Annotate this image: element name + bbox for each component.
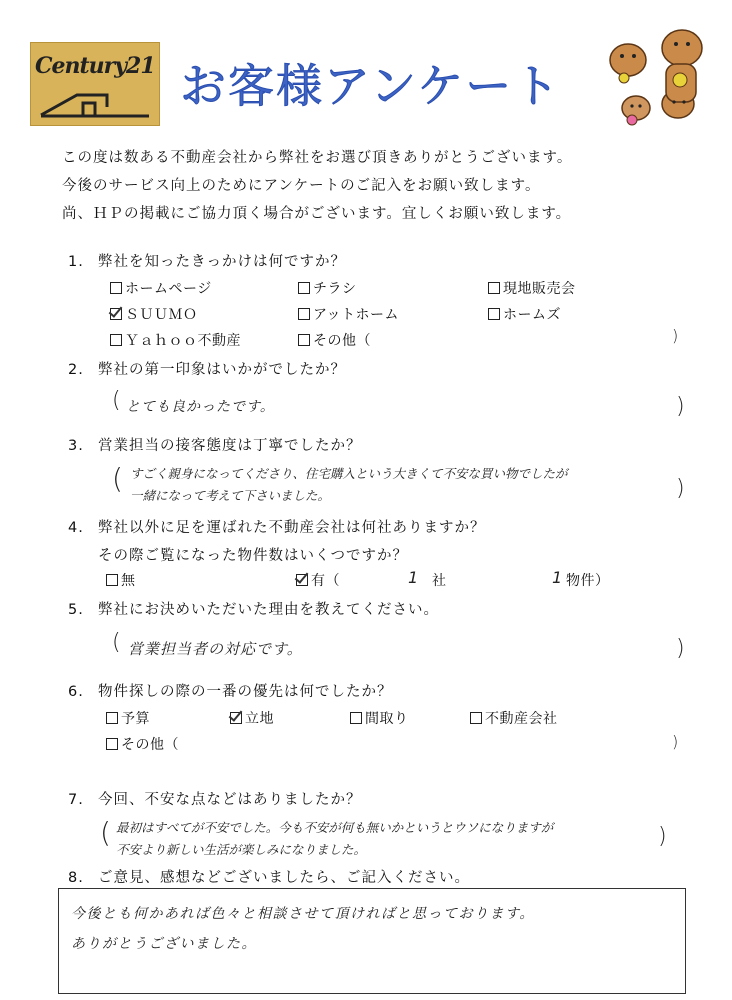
- comment-box[interactable]: [58, 888, 686, 994]
- answer-8-line-1: 今後とも何かあれば色々と相談させて頂ければと思っております。: [71, 906, 535, 922]
- close-paren: ): [672, 732, 679, 751]
- question-4-sub: その際ご覧になった物件数はいくつですか？: [98, 548, 408, 564]
- option-label: 立地: [245, 711, 274, 727]
- close-paren: ): [658, 824, 667, 849]
- close-paren: ): [672, 326, 679, 345]
- checkbox-checked[interactable]: [110, 308, 122, 320]
- question-7: [68, 788, 362, 809]
- question-3: [68, 434, 362, 455]
- open-paren: (: [100, 816, 111, 849]
- question-2: [68, 358, 346, 379]
- option-label: その他（: [121, 737, 179, 753]
- checkbox-checked[interactable]: [230, 712, 242, 724]
- question-number: 3.: [68, 438, 84, 454]
- companies-count: 1: [408, 568, 420, 587]
- question-number: 2.: [68, 362, 84, 378]
- answer-3-line-1: すごく親身になってくださり、住宅購入という大きくて不安な買い物でしたが: [130, 466, 568, 481]
- question-text: 弊社にお決めいただいた理由を教えてください。: [98, 602, 439, 618]
- question-8: [68, 866, 470, 887]
- option-yes[interactable]: [296, 570, 340, 590]
- option-other[interactable]: [298, 330, 371, 350]
- checkbox[interactable]: [470, 712, 482, 724]
- open-paren: (: [112, 630, 121, 655]
- answer-7-line-1: 最初はすべてが不安でした。今も不安が何も無いかというとウソになりますが: [116, 820, 554, 835]
- option-none[interactable]: [106, 570, 136, 590]
- question-text: 弊社を知ったきっかけは何ですか？: [98, 254, 346, 270]
- question-text: 今回、不安な点などはありましたか？: [98, 792, 362, 808]
- answer-7-line-2: 不安より新しい生活が楽しみになりました。: [116, 842, 367, 857]
- option-label: 不動産会社: [485, 711, 558, 727]
- question-number: 4.: [68, 520, 84, 536]
- open-paren: (: [112, 388, 121, 413]
- checkbox[interactable]: [488, 282, 500, 294]
- intro-line-3: 尚、ＨＰの掲載にご協力頂く場合がございます。宜しくお願い致します。: [62, 206, 572, 222]
- checkbox[interactable]: [106, 712, 118, 724]
- checkbox[interactable]: [298, 334, 310, 346]
- answer-3-line-2: 一緒になって考えて下さいました。: [130, 488, 331, 503]
- option-label: ホームページ: [125, 281, 212, 297]
- option-label: 間取り: [365, 711, 409, 727]
- checkbox-checked[interactable]: [296, 574, 308, 586]
- question-5: [68, 598, 439, 619]
- dog-mascot-icon: [596, 20, 716, 130]
- option-label: Ｙａｈｏｏ不動産: [125, 333, 241, 349]
- option-label: 有（: [311, 573, 340, 589]
- open-paren: (: [112, 462, 123, 495]
- option-location[interactable]: [230, 708, 274, 728]
- option-realestate-company[interactable]: [470, 708, 558, 728]
- question-number: 1.: [68, 254, 84, 270]
- question-text: ご意見、感想などございましたら、ご記入ください。: [98, 870, 470, 886]
- question-4: [68, 516, 486, 537]
- checkbox[interactable]: [106, 574, 118, 586]
- house-roof-icon: [37, 89, 153, 119]
- question-text: 弊社以外に足を運ばれた不動産会社は何社ありますか？: [98, 520, 486, 536]
- option-label: アットホーム: [313, 307, 400, 323]
- option-label: チラシ: [313, 281, 357, 297]
- option-budget[interactable]: [106, 708, 150, 728]
- close-paren: ): [676, 394, 685, 419]
- page-title: お客様アンケート: [180, 59, 562, 113]
- option-label: ＳＵＵＭＯ: [125, 307, 198, 323]
- close-paren: ): [676, 476, 685, 501]
- option-flyer[interactable]: [298, 278, 357, 298]
- option-open-house[interactable]: [488, 278, 576, 298]
- century21-logo: [30, 42, 160, 126]
- close-paren: ): [676, 636, 685, 661]
- question-text: 弊社の第一印象はいかがでしたか？: [98, 362, 346, 378]
- option-suumo[interactable]: [110, 304, 198, 324]
- option-yahoo-realestate[interactable]: [110, 330, 241, 350]
- answer-5: 営業担当者の対応です。: [128, 640, 303, 658]
- question-1: [68, 250, 346, 271]
- answer-8-line-2: ありがとうございました。: [71, 936, 257, 952]
- company-unit: 社: [432, 573, 447, 589]
- property-unit: 物件）: [566, 573, 610, 589]
- intro-line-2: 今後のサービス向上のためにアンケートのご記入をお願い致します。: [62, 178, 541, 194]
- answer-2: とても良かったです。: [126, 399, 275, 415]
- intro-line-1: この度は数ある不動産会社から弊社をお選び頂きありがとうございます。: [62, 150, 573, 166]
- question-text: 営業担当の接客態度は丁寧でしたか？: [98, 438, 362, 454]
- option-label: 無: [121, 573, 136, 589]
- option-label: 予算: [121, 711, 150, 727]
- option-athome[interactable]: [298, 304, 399, 324]
- checkbox[interactable]: [298, 282, 310, 294]
- checkbox[interactable]: [350, 712, 362, 724]
- option-floor-plan[interactable]: [350, 708, 409, 728]
- question-number: 5.: [68, 602, 84, 618]
- checkbox[interactable]: [110, 282, 122, 294]
- option-label: 現地販売会: [503, 281, 576, 297]
- checkbox[interactable]: [488, 308, 500, 320]
- question-number: 6.: [68, 684, 84, 700]
- checkbox[interactable]: [298, 308, 310, 320]
- question-text: 物件探しの際の一番の優先は何でしたか？: [98, 684, 393, 700]
- question-number: 8.: [68, 870, 84, 886]
- option-homes[interactable]: [488, 304, 561, 324]
- question-number: 7.: [68, 792, 84, 808]
- checkbox[interactable]: [106, 738, 118, 750]
- properties-count: 1: [552, 568, 564, 587]
- option-label: ホームズ: [503, 307, 561, 323]
- option-homepage[interactable]: [110, 278, 212, 298]
- logo-text: Century21: [35, 53, 155, 79]
- option-label: その他（: [313, 333, 371, 349]
- option-other[interactable]: [106, 734, 179, 754]
- question-6: [68, 680, 393, 701]
- checkbox[interactable]: [110, 334, 122, 346]
